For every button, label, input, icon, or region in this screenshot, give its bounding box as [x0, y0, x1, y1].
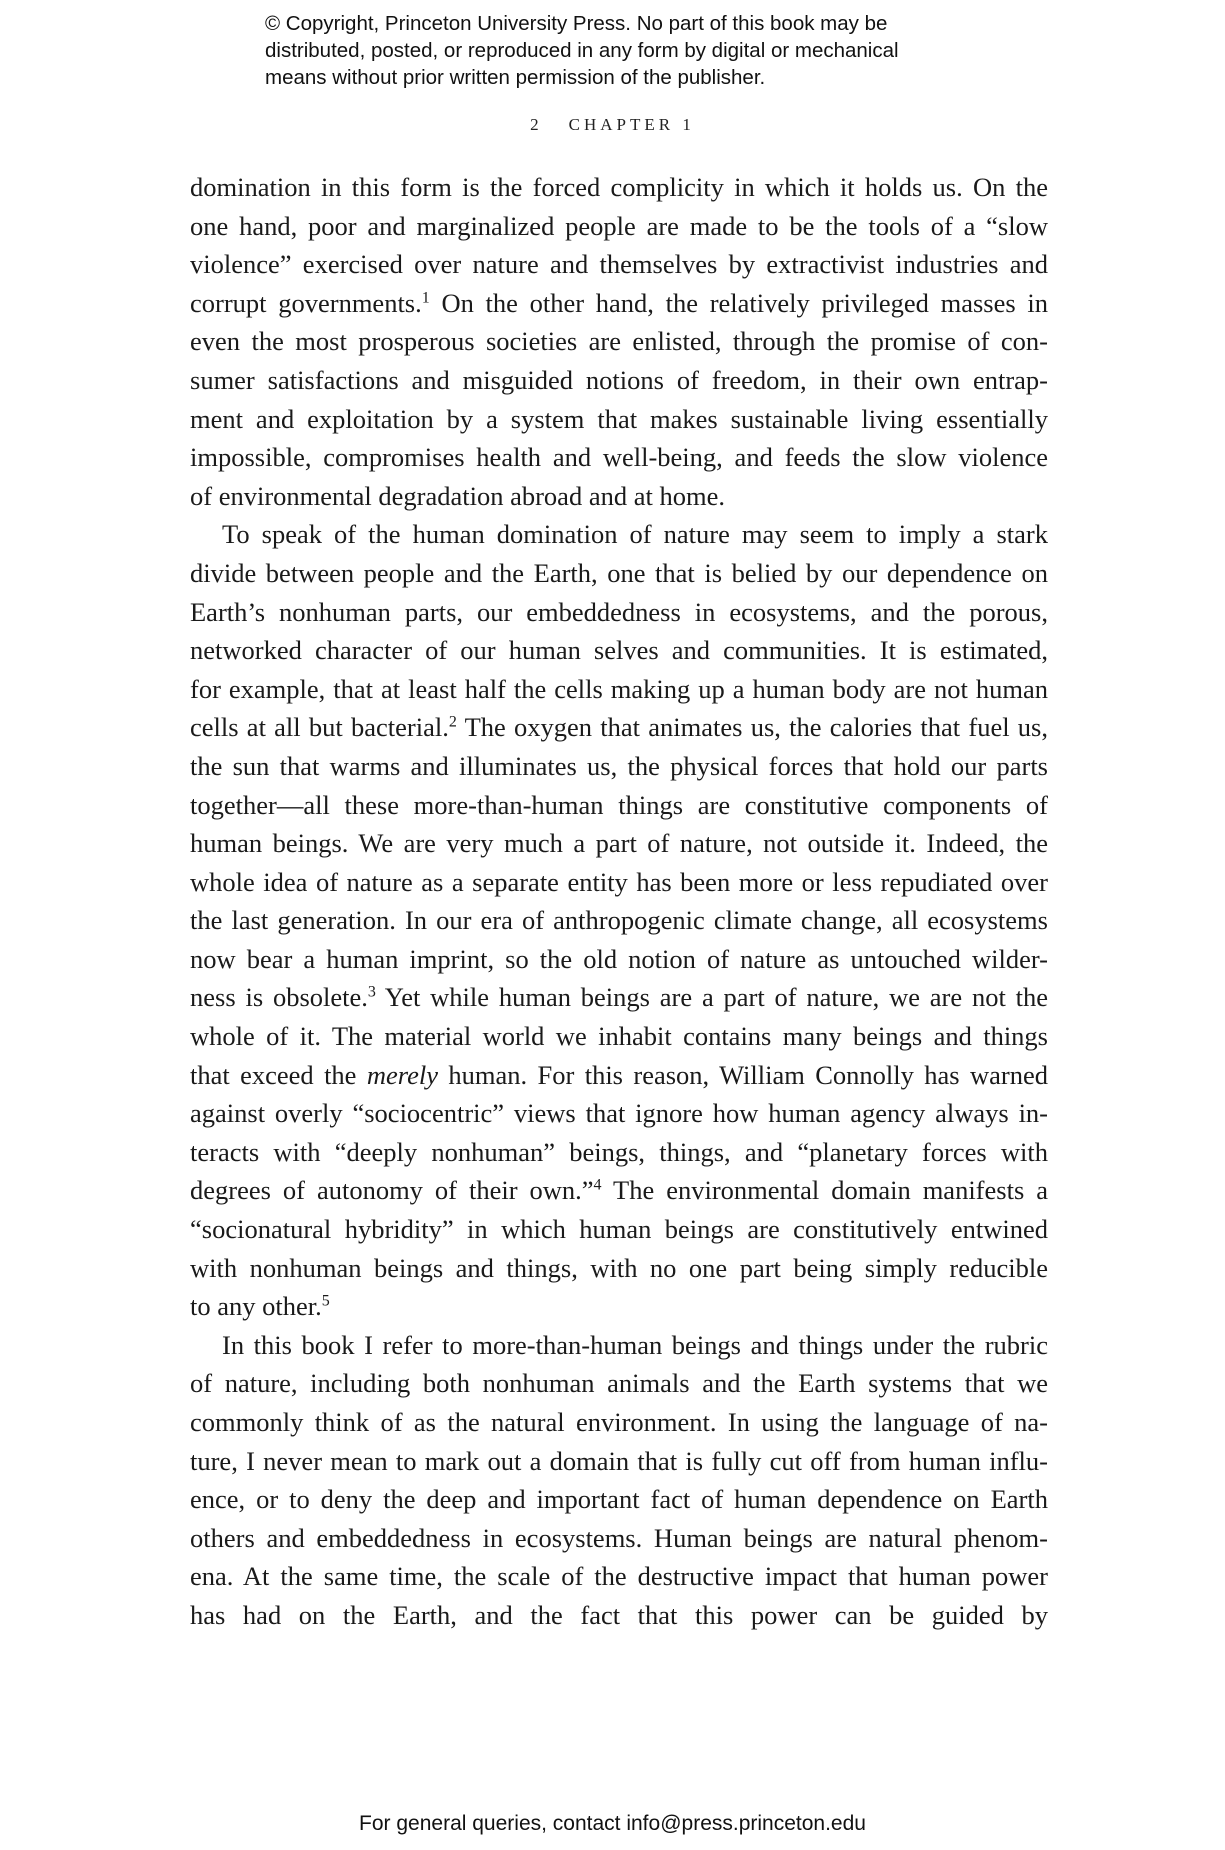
text-line: [190, 1171, 1048, 1210]
text-line: others and embeddedness in ecosystems. Human beings are natural phenom-: [190, 1522, 1048, 1553]
text-line: one hand, poor and marginalized people are made to be the tools of a “slow: [190, 210, 1048, 241]
text-line: To speak of the human domination of nature may seem to imply a stark: [222, 519, 1048, 550]
text-line: “socionatural hybridity” in which human beings are constitutively entwined: [190, 1214, 1048, 1245]
text-line: ture, I never mean to mark out a domain that is fully cut off from human influ-: [190, 1445, 1048, 1476]
text-line: ence, or to deny the deep and important fact of human dependence on Earth: [190, 1484, 1048, 1515]
footer-contact: For general queries, contact info@press.princeton.edu: [359, 1812, 866, 1835]
copyright-line: © Copyright, Princeton University Press. No part of this book may be: [265, 12, 888, 35]
text-line: the sun that warms and illuminates us, the physical forces that hold our parts: [190, 750, 1048, 781]
text-line: [190, 708, 1048, 747]
paragraph: [190, 1326, 1048, 1635]
text-line: commonly think of as the natural environment. In using the language of na-: [190, 1407, 1048, 1437]
text-line: the last generation. In our era of anthropogenic climate change, all ecosystems: [190, 905, 1048, 936]
text-run: The oxygen that animates us, the calories that fuel us,: [456, 712, 1048, 743]
text-line: whole of it. The material world we inhabit contains many beings and things: [190, 1021, 1048, 1052]
text-line: networked character of our human selves and communities. It is estimated,: [190, 635, 1048, 666]
text-line: of nature, including both nonhuman animals and the Earth systems that we: [190, 1368, 1048, 1399]
footnote-marker[interactable]: 4: [593, 1176, 602, 1194]
text-run: to any other.: [190, 1291, 322, 1322]
text-line: [190, 1287, 1048, 1326]
footnote-marker[interactable]: 3: [367, 983, 376, 1001]
paragraph: [190, 168, 1048, 515]
emphasis: merely: [366, 1059, 438, 1090]
text-line: with nonhuman beings and things, with no one part being simply reducible: [190, 1252, 1048, 1283]
copyright-notice: [265, 10, 1025, 91]
text-line: Earth’s nonhuman parts, our embeddedness in ecosystems, and the porous,: [190, 596, 1048, 627]
copyright-line: distributed, posted, or reproduced in any form by digital or mechanical: [265, 39, 899, 62]
text-line: whole idea of nature as a separate entity has been more or less repudiated over: [190, 866, 1048, 897]
text-line: for example, that at least half the cells making up a human body are not human: [190, 673, 1048, 704]
text-line: domination in this form is the forced complicity in which it holds us. On the: [190, 172, 1048, 202]
text-line: [190, 284, 1048, 323]
body-text: [190, 168, 1048, 1635]
text-run: cells at all but bacterial.: [190, 712, 449, 743]
text-run: On the other hand, the relatively privileged masses in: [429, 287, 1048, 318]
text-line: together—all these more-than-human things are constitutive components of: [190, 789, 1048, 820]
text-run: human. For this reason, William Connolly has warned: [437, 1059, 1048, 1090]
footnote-marker[interactable]: 2: [448, 713, 457, 731]
text-line: even the most prosperous societies are enlisted, through the promise of con-: [190, 326, 1048, 357]
copyright-line: means without prior written permission of the publisher.: [265, 66, 766, 89]
text-line: against overly “sociocentric” views that ignore how human agency always in-: [190, 1098, 1048, 1129]
text-line: [190, 978, 1048, 1017]
text-line: now bear a human imprint, so the old notion of nature as untouched wilder-: [190, 943, 1048, 974]
text-run: The environmental domain manifests a: [601, 1175, 1048, 1206]
text-line: divide between people and the Earth, one that is belied by our dependence on: [190, 557, 1048, 588]
text-line: impossible, compromises health and well-being, and feeds the slow violence: [190, 442, 1048, 473]
paragraph: [190, 515, 1048, 1325]
text-line: violence” exercised over nature and themselves by extractivist industries and: [190, 249, 1048, 280]
text-line: of environmental degradation abroad and at home.: [190, 480, 725, 511]
text-line: sumer satisfactions and misguided notions of freedom, in their own entrap-: [190, 364, 1048, 395]
footnote-marker[interactable]: 5: [321, 1292, 330, 1310]
text-line: In this book I refer to more-than-human beings and things under the rubric: [222, 1329, 1048, 1360]
text-run: that exceed the: [190, 1059, 367, 1090]
text-line: [190, 1056, 1048, 1095]
page-number: 2: [530, 115, 543, 134]
text-line: human beings. We are very much a part of nature, not outside it. Indeed, the: [190, 828, 1048, 859]
chapter-label: CHAPTER 1: [568, 115, 695, 134]
text-line: ment and exploitation by a system that makes sustainable living essentially: [190, 403, 1048, 434]
text-run: corrupt governments.: [190, 287, 422, 318]
footnote-marker[interactable]: 1: [421, 289, 430, 307]
text-run: degrees of autonomy of their own.”: [190, 1175, 594, 1206]
text-run: ness is obsolete.: [190, 982, 368, 1013]
text-run: Yet while human beings are a part of nature, we are not the: [375, 982, 1048, 1013]
text-line: teracts with “deeply nonhuman” beings, things, and “planetary forces with: [190, 1136, 1048, 1167]
running-head: [0, 115, 1225, 135]
text-line: has had on the Earth, and the fact that this power can be guided by: [190, 1599, 1048, 1630]
text-line: ena. At the same time, the scale of the destructive impact that human power: [190, 1561, 1048, 1592]
